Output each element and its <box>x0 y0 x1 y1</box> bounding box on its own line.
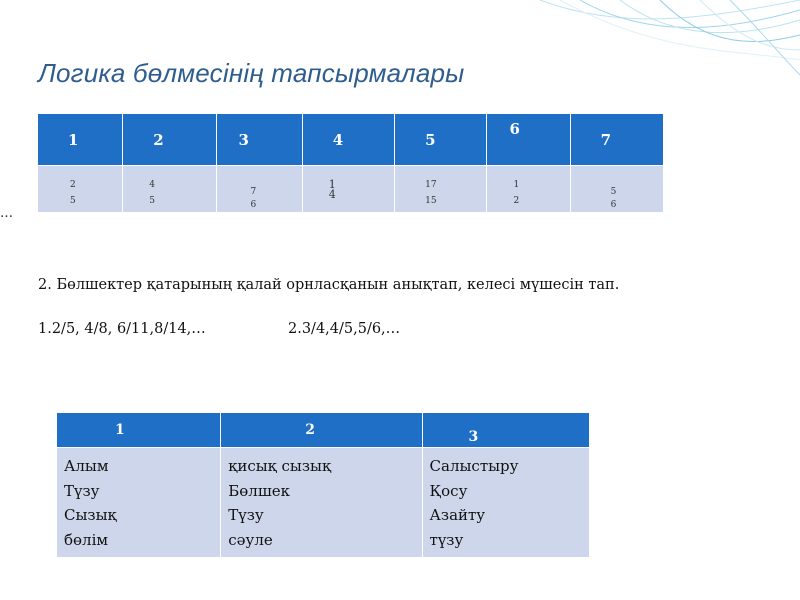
fraction-numerator: 1 <box>513 180 520 190</box>
term-tuzu: Түзу <box>64 481 100 500</box>
fraction-cell-6 <box>487 166 570 213</box>
term-salystyru: Салыстыру <box>429 457 519 475</box>
fractions-header-1: 1 <box>38 114 123 166</box>
terms-table-row <box>57 448 590 558</box>
fraction-cell-4 <box>302 166 394 213</box>
fraction-denominator: 2 <box>513 196 520 206</box>
term-syzyq: Сызық <box>64 506 117 524</box>
fractions-header-2: 2 <box>123 114 216 166</box>
fraction-denominator: 6 <box>250 199 257 210</box>
fraction-17-15 <box>425 180 436 206</box>
term-qosu: Қосу <box>429 481 468 500</box>
fraction-denominator: 5 <box>149 196 155 206</box>
fraction-denominator: 15 <box>425 196 437 206</box>
term-qisyq-syzyq: қисық сызық <box>228 457 332 475</box>
fraction-cell-5 <box>395 166 487 213</box>
fractions-table-row <box>38 166 664 213</box>
fractions-header-3: 3 <box>216 114 302 166</box>
ellipsis-text: … <box>0 206 13 221</box>
question-text: 2. Бөлшектер қатарының қалай орнласқанын анықтап, келесі мүшесін тап. <box>38 277 620 293</box>
fraction-numerator: 1 <box>328 177 336 191</box>
fraction-numerator: 5 <box>610 186 617 197</box>
fraction-numerator: 2 <box>70 180 76 190</box>
fractions-header-5: 5 <box>395 114 487 166</box>
fraction-cell-1 <box>38 166 123 213</box>
fraction-cell-7 <box>570 166 663 213</box>
fraction-numerator: 17 <box>425 180 437 190</box>
term-alym: Алым <box>64 457 109 475</box>
slide-title: Логика бөлмесінің тапсырмалары <box>38 58 465 88</box>
terms-table <box>57 413 590 557</box>
fractions-header-6: 6 <box>487 114 570 166</box>
fraction-cell-2 <box>123 166 216 213</box>
fractions-table-header-row <box>38 114 664 166</box>
fraction-denominator: 4 <box>328 187 336 201</box>
term-bolshek: Бөлшек <box>228 481 291 500</box>
term-azaitu: Азайту <box>429 506 486 524</box>
fractions-header-4: 4 <box>302 114 394 166</box>
term-tuzu-2: Түзу <box>228 506 264 524</box>
terms-header-1: 1 <box>57 413 221 448</box>
term-saule: сәуле <box>228 530 273 549</box>
fraction-numerator: 4 <box>149 180 155 190</box>
fraction-5-6 <box>611 187 617 210</box>
fractions-header-7: 7 <box>570 114 663 166</box>
fraction-4-5 <box>149 180 155 206</box>
fraction-denominator: 5 <box>70 196 76 206</box>
fraction-cell-3 <box>216 166 302 213</box>
terms-header-3: 3 <box>422 413 589 448</box>
term-bolim: бөлім <box>64 530 109 549</box>
fraction-denominator: 6 <box>610 199 617 210</box>
terms-column-2 <box>221 448 422 558</box>
decorative-wave-lines <box>500 0 800 90</box>
fraction-1-4 <box>328 177 336 201</box>
terms-table-header-row <box>57 413 590 448</box>
fraction-numerator: 7 <box>250 186 257 197</box>
fraction-1-2 <box>513 180 519 206</box>
sequence-2: 2.3/4,4/5,5/6,… <box>288 321 401 337</box>
term-tuzu-3: түзу <box>429 530 464 549</box>
fraction-7-6 <box>251 187 257 210</box>
terms-column-1 <box>57 448 221 558</box>
terms-column-3 <box>422 448 589 558</box>
sequence-1: 1.2/5, 4/8, 6/11,8/14,… <box>38 321 206 337</box>
terms-header-2: 2 <box>221 413 422 448</box>
fractions-table <box>38 114 664 212</box>
fraction-2-5 <box>70 180 76 206</box>
